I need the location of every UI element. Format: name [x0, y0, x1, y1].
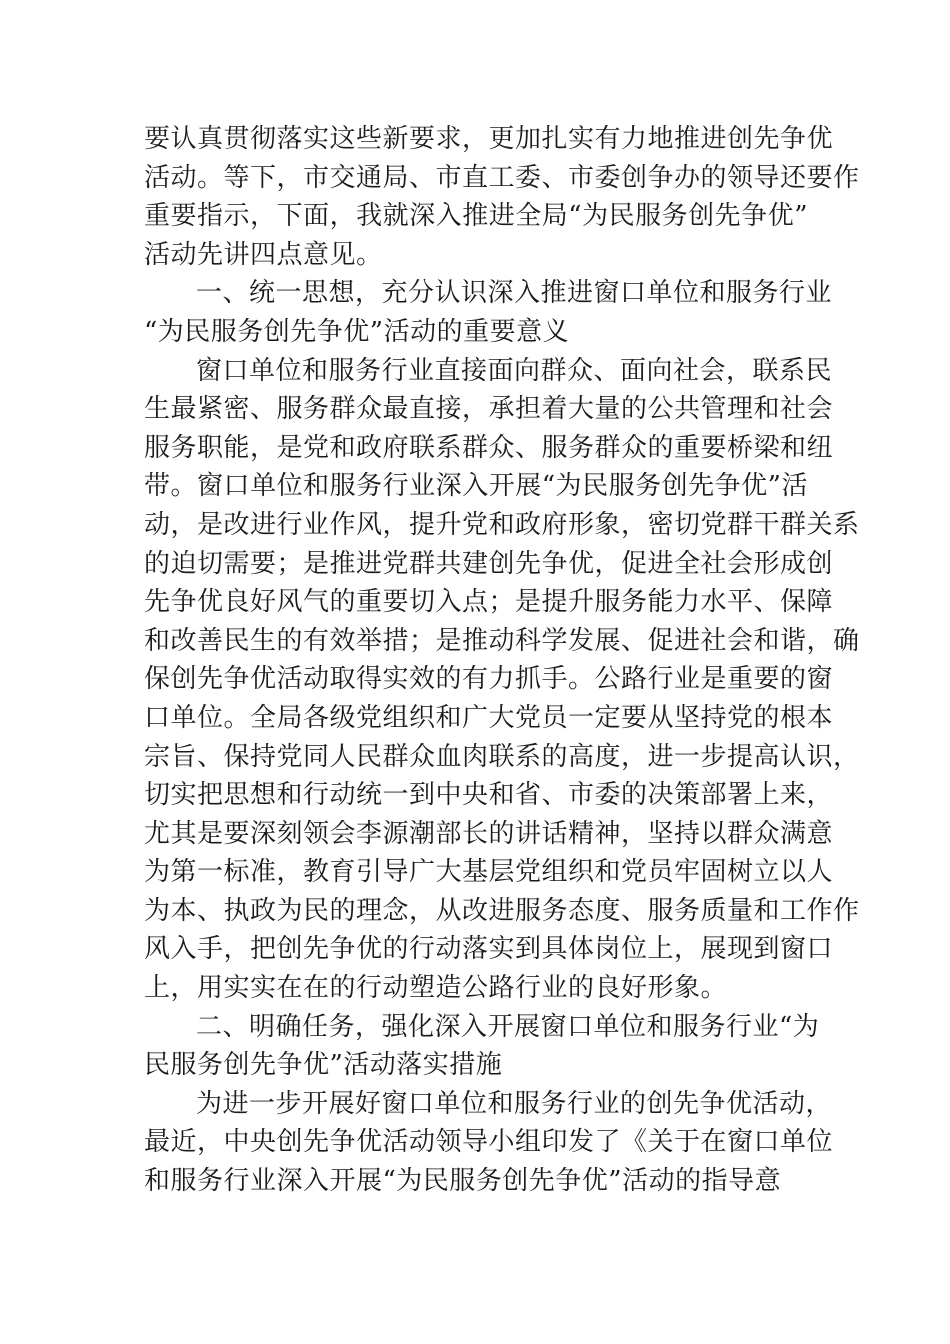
text-line: 口单位。全局各级党组织和广大党员一定要从坚持党的根本 — [144, 702, 834, 733]
text-line: 生最紧密、服务群众最直接，承担着大量的公共管理和社会 — [144, 394, 834, 425]
text-line: “为民服务创先争优”活动的重要意义 — [144, 316, 570, 347]
text-line: 活动。等下，市交通局、市直工委、市委创争办的领导还要作 — [144, 162, 860, 193]
text-line: 要认真贯彻落实这些新要求，更加扎实有力地推进创先争优 — [144, 124, 834, 154]
paragraph — [144, 120, 860, 274]
text-line: 带。窗口单位和服务行业深入开展“为民服务创先争优”活 — [144, 471, 808, 502]
text-line: 服务职能，是党和政府联系群众、服务群众的重要桥梁和纽 — [144, 432, 834, 463]
text-line: 民服务创先争优”活动落实措施 — [144, 1050, 503, 1081]
text-line: 风入手，把创先争优的行动落实到具体岗位上，展现到窗口 — [144, 934, 834, 965]
text-line: 重要指示，下面，我就深入推进全局“为民服务创先争优” — [144, 201, 808, 232]
text-line: 一、统一思想，充分认识深入推进窗口单位和服务行业 — [196, 278, 833, 309]
text-line: 活动先讲四点意见。 — [144, 239, 383, 270]
text-line: 尤其是要深刻领会李源潮部长的讲话精神，坚持以群众满意 — [144, 818, 834, 849]
text-line: 二、明确任务，强化深入开展窗口单位和服务行业“为 — [196, 1011, 820, 1042]
text-line: 动，是改进行业作风，提升党和政府形象，密切党群干群关系 — [144, 509, 860, 540]
text-line: 的迫切需要；是推进党群共建创先争优，促进全社会形成创 — [144, 548, 834, 579]
text-line: 和服务行业深入开展“为民服务创先争优”活动的指导意 — [144, 1166, 782, 1197]
paragraph — [144, 1008, 820, 1085]
document-body — [144, 120, 860, 1201]
text-line: 和改善民生的有效举措；是推动科学发展、促进社会和谐，确 — [144, 625, 860, 656]
text-line: 窗口单位和服务行业直接面向群众、面向社会，联系民 — [196, 355, 833, 386]
text-line: 保创先争优活动取得实效的有力抓手。公路行业是重要的窗 — [144, 664, 834, 695]
text-line: 上，用实实在在的行动塑造公路行业的良好形象。 — [144, 973, 728, 1004]
text-line: 最近，中央创先争优活动领导小组印发了《关于在窗口单位 — [144, 1127, 834, 1158]
text-line: 先争优良好风气的重要切入点；是提升服务能力水平、保障 — [144, 587, 834, 618]
text-line: 为进一步开展好窗口单位和服务行业的创先争优活动， — [196, 1088, 833, 1119]
text-line: 宗旨、保持党同人民群众血肉联系的高度，进一步提高认识， — [144, 741, 860, 772]
text-line: 为第一标准，教育引导广大基层党组织和党员牢固树立以人 — [144, 857, 834, 888]
paragraph — [144, 274, 833, 351]
text-line: 切实把思想和行动统一到中央和省、市委的决策部署上来， — [144, 780, 834, 811]
paragraph — [144, 1085, 834, 1201]
text-line: 为本、执政为民的理念，从改进服务态度、服务质量和工作作 — [144, 895, 860, 926]
paragraph — [144, 352, 860, 1008]
